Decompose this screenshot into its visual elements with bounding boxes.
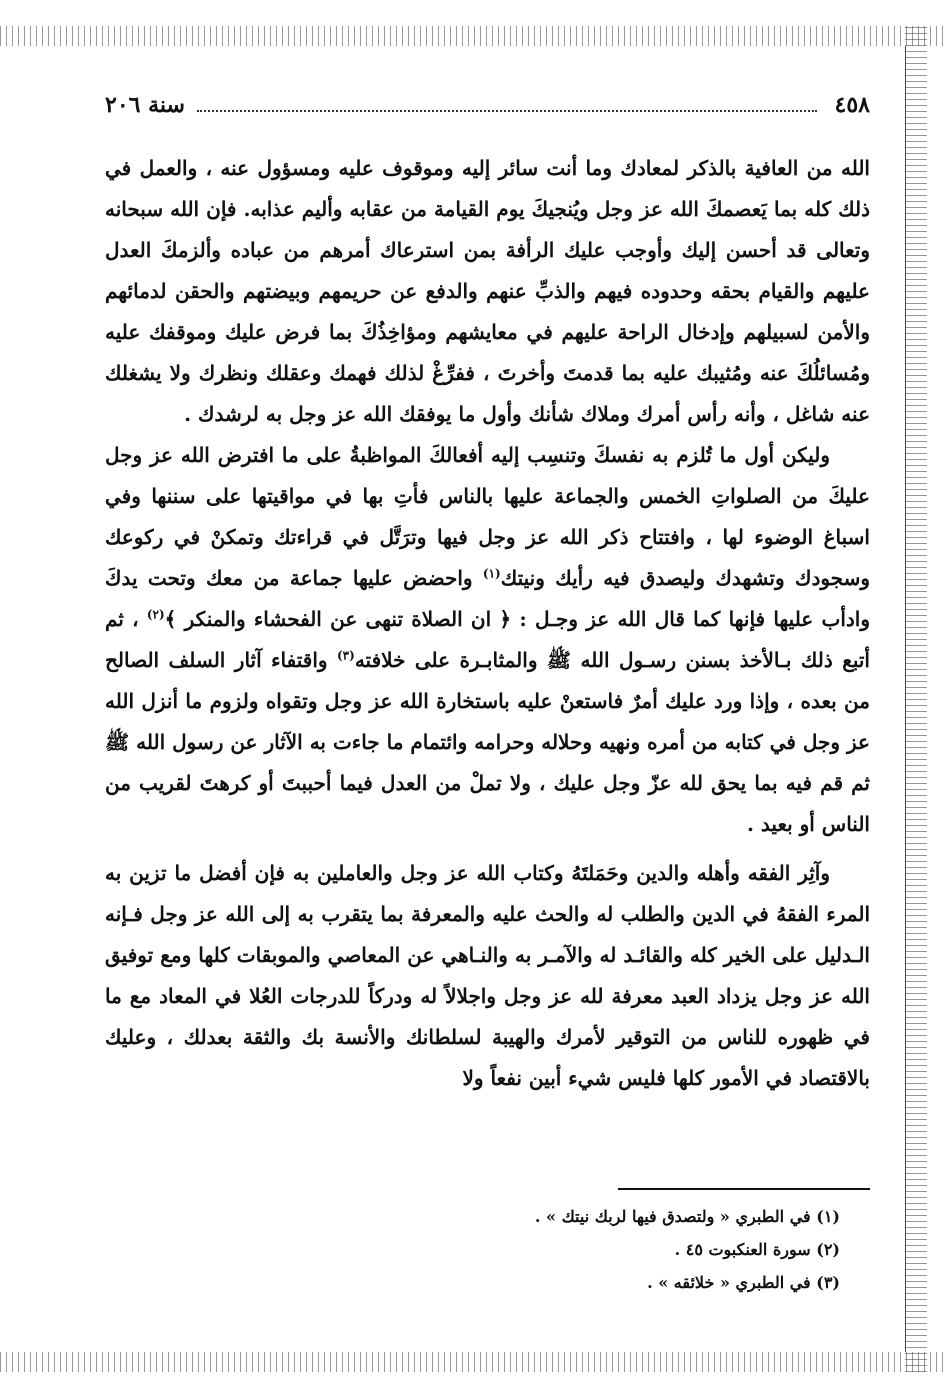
footnote-ref-2: (٢) — [146, 607, 165, 622]
paragraph-2-part-d: واقتفاء آثار السلف الصالح من بعده ، وإذا ورد عليك أمرٌ فاستعنْ عليه باستخارة الله عز وجل وتقواه ولزوم ما أنزل الله عز وجل في كتابه من أمره ونهيه وحلاله وحرامه وائتمام ما جاءت به الآثار عن رسول الله ﷺ ثم قم فيه بما يحق لله عزّ وجل عليك ، ولا تملْ من العدل فيما أحببتَ أو كرهتَ لقريب من الناس أو بعيد . — [105, 648, 870, 836]
running-header — [105, 92, 870, 122]
footnote-2: (٢) سورة العنكبوت ٤٥ . — [674, 1240, 840, 1259]
main-text — [105, 148, 870, 1099]
paragraph-2 — [105, 435, 870, 845]
decorative-right-border — [905, 26, 927, 1372]
footnote-ref-3: (٣) — [336, 648, 355, 663]
paragraph-2-part-c: ، ثم أتبع ذلك بـالأخذ بسنن رسـول الله ﷺ والمثابـرة على خلافته — [105, 607, 870, 672]
footnote-3: (٣) في الطبري « خلائقه » . — [647, 1273, 840, 1292]
footnote-1: (١) في الطبري « ولتصدق فيها لربك نيتك » . — [534, 1207, 840, 1226]
page-number: ٤٥٨ — [834, 92, 870, 118]
header-dotted-leader — [197, 96, 817, 112]
footnotes — [105, 1200, 840, 1299]
paragraph-1: الله من العافية بالذكر لمعادك وما أنت سائر إليه وموقوف عليه ومسؤول عنه ، والعمل في ذلك كله بما يَعصمكَ الله عز وجل ويُنجيكَ يوم القيامة من عقابه وأليم عذابه. فإن الله سبحانه وتعالى قد أحسن إليك وأوجب عليك الرأفة بمن استرعاك أمرهم من عباده وألزمكَ العدل عليهم والقيام بحقه وحدوده فيهم والذبِّ عنهم والدفع عن حريمهم وبيضتهم والحقن لدمائهم والأمن لسبيلهم وإدخال الراحة عليهم في معايشهم ومؤاخِذُكَ بما فرض عليك وموقفك عليه ومُسائلُكَ عنه ومُثيبك عليه بما قدمتَ وأخرتَ ، ففرِّغْ لذلك فهمك وعقلك ونظرك ولا يشغلك عنه شاغل ، وأنه رأس أمرك وملاك شأنك وأول ما يوفقك الله عز وجل به لرشدك . — [105, 156, 870, 426]
paragraph-2-part-a: وليكن أول ما تُلزم به نفسكَ وتنسِب إليه أفعالكَ المواظبةُ على ما افترض الله عز وجل عليكَ من الصلواتِ الخمس والجماعة عليها بالناس فأتِ بها في مواقيتها على سننها وفي اسباغ الوضوء لها ، وافتتاح ذكر الله عز وجل فيها وترَتَّل في قراءتك وتمكنْ في ركوعك وسجودك وتشهدك وليصدق فيه رأيك ونيتك — [105, 443, 871, 590]
footnote-divider — [618, 1188, 870, 1190]
decorative-bottom-border — [0, 1352, 946, 1372]
header-year: سنة ٢٠٦ — [105, 92, 185, 118]
decorative-top-border — [0, 26, 946, 46]
footnote-ref-1: (١) — [482, 566, 501, 581]
paragraph-3: وآثِر الفقه وأهله والدين وحَمَلتَهُ وكتاب الله عز وجل والعاملين به فإن أفضل ما تزين به المرء الفقهُ في الدين والطلب له والحث عليه والمعرفة بما يتقرب به إلى الله عز وجل فـإنه الـدليل على الخير كله والقائـد له والآمـر به والنـاهي عن المعاصي والموبقات كلها ومع توفيق الله عز وجل يزداد العبد معرفة لله عز وجل واجلالاً له ودركاً للدرجات العُلا في المعاد مع ما في ظهوره للناس من التوقير لأمرك والهيبة لسلطانك والأنسة بك والثقة بعدلك ، وعليك بالاقتصاد في الأمور كلها فليس شيء أبين نفعاً ولا — [105, 861, 870, 1090]
paragraph-2-part-b: واحضض عليها جماعة من معك وتحت يدكَ وادأب عليها فإنها كما قال الله عز وجـل : ﴿ ان الصلاة تنهى عن الفحشاء والمنكر ﴾ — [105, 566, 870, 631]
